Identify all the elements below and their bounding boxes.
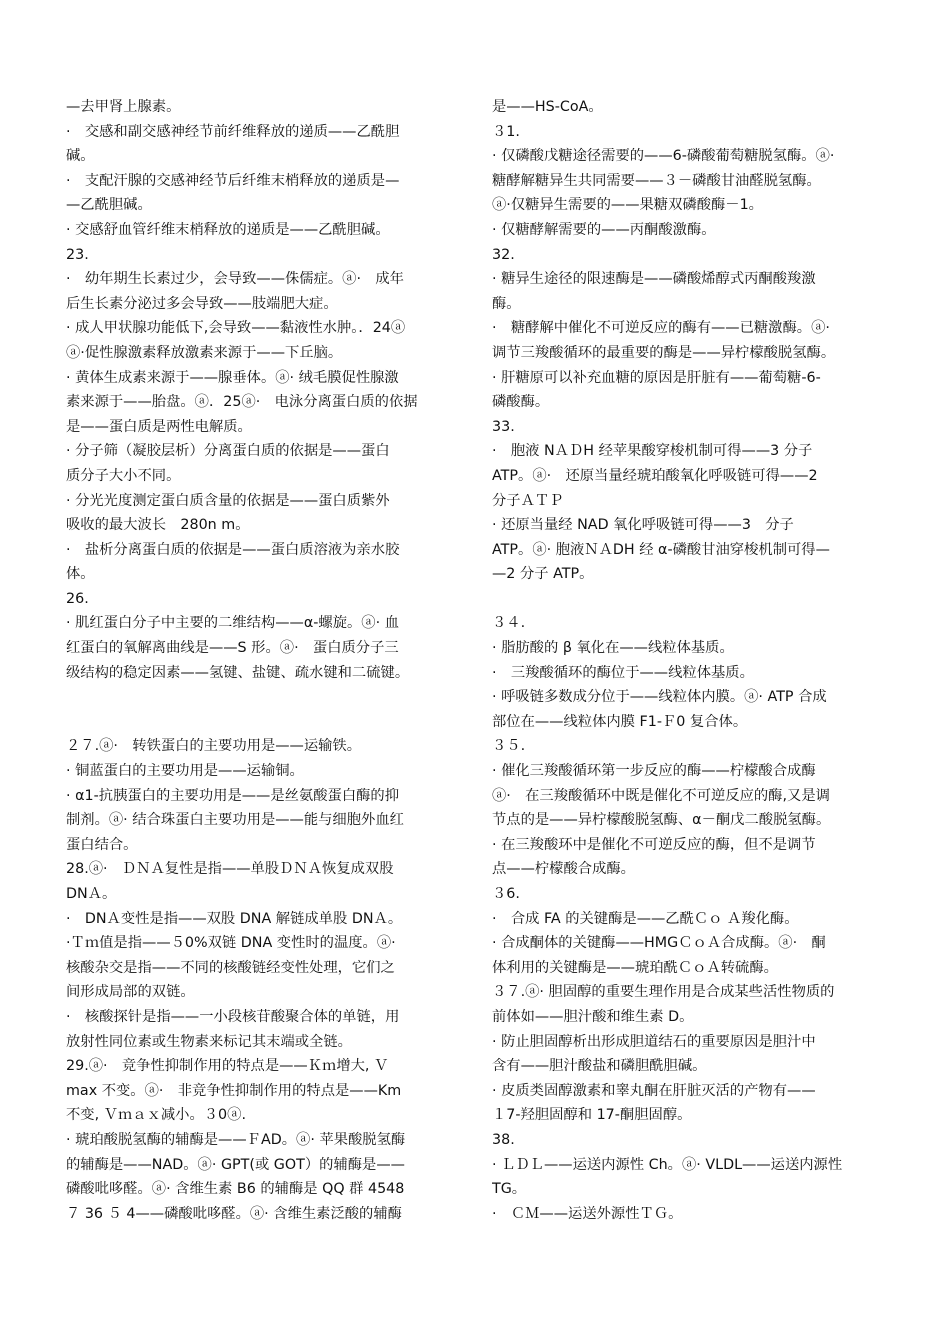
text-line: · 糖异生途径的限速酶是——磷酸烯醇式丙酮酸羧激 [492, 271, 816, 288]
text-line: · 在三羧酸环中是催化不可逆反应的酶，但不是调节 [492, 836, 816, 853]
text-line: · 催化三羧酸循环第一步反应的酶——柠檬酸合成酶 [492, 763, 816, 780]
text-line: 33. [492, 418, 515, 435]
text-line: 是——HS-CoA。 [492, 99, 603, 115]
text-line: · 仅磷酸戊糖途径需要的——6-磷酸葡萄糖脱氢酶。ⓐ· [492, 148, 835, 165]
text-line: · 分光光度测定蛋白质含量的依据是——蛋白质紫外 [66, 492, 390, 509]
text-line: ⓐ· 在三羧酸循环中既是催化不可逆反应的酶,又是调 [492, 787, 830, 804]
text-line: １7-羟胆固醇和 17-酮胆固醇。 [492, 1107, 692, 1124]
text-line: 23. [66, 246, 89, 263]
text-line: 蛋白结合。 [66, 836, 138, 853]
text-line: ATP。ⓐ· 胞液ＮＡDH 经 α-磷酸甘油穿梭机制可得— [492, 541, 830, 558]
text-line: · 肝糖原可以补充血糖的原因是肝脏有——葡萄糖-6- [492, 369, 821, 386]
text-line: · 琥珀酸脱氢酶的辅酶是——ＦAD。ⓐ· 苹果酸脱氢酶 [66, 1131, 406, 1148]
text-line [66, 710, 464, 735]
text-line: ７ 36 ５ 4——磷酸吡哆醛。ⓐ· 含维生素泛酸的辅酶 [66, 1205, 402, 1222]
text-line: · 交感舒血管纤维末梢释放的递质是——乙酰胆碱。 [66, 221, 390, 238]
text-line: · ＬＤＬ——运送内源性 Ch。ⓐ· VLDL——运送内源性 [492, 1156, 843, 1173]
text-line: 部位在——线粒体内膜 F1-Ｆ0 复合体。 [492, 713, 748, 730]
text-line: 是——蛋白质是两性电解质。 [66, 418, 252, 435]
text-line: · ＣＭ——运送外源性ＴＧ。 [492, 1205, 683, 1222]
text-line: 质分子大小不同。 [66, 467, 181, 484]
text-line: 体利用的关键酶是——琥珀酰ＣｏＡ转硫酶。 [492, 959, 778, 976]
text-line: · 幼年期生长素过少，会导致——侏儒症。ⓐ· 成年 [66, 271, 404, 288]
text-line: · 分子筛（凝胶层析）分离蛋白质的依据是——蛋白 [66, 443, 390, 460]
text-line: 磷酸吡哆醛。ⓐ· 含维生素 B6 的辅酶是 QQ 群 4548 [66, 1181, 405, 1198]
text-line: 碱。 [66, 148, 95, 165]
text-line: 分子ＡＴＰ [492, 492, 564, 509]
text-line: · 肌红蛋白分子中主要的二维结构——α-螺旋。ⓐ· 血 [66, 615, 399, 632]
text-line [492, 587, 888, 612]
text-line: · 成人甲状腺功能低下,会导致——黏液性水肿。．24ⓐ [66, 320, 406, 337]
text-line: · 合成 FA 的关键酶是——乙酰Ｃｏ Ａ羧化酶。 [492, 910, 799, 927]
text-line: · 胞液 NＡＤH 经苹果酸穿梭机制可得——3 分子 [492, 443, 813, 460]
text-line: 点——柠檬酸合成酶。 [492, 861, 635, 878]
text-line: 26. [66, 590, 89, 607]
text-line: ３４. [492, 615, 526, 632]
text-line: · 皮质类固醇激素和睾丸酮在肝脏灭活的产物有—— [492, 1082, 816, 1099]
text-line: · 糖酵解中催化不可逆反应的酶有——已糖激酶。ⓐ· [492, 320, 830, 337]
text-line: · 支配汗腺的交感神经节后纤维末梢释放的递质是— [66, 172, 400, 189]
text-line: 体。 [66, 566, 95, 583]
text-line: · 黄体生成素来源于——腺垂体。ⓐ· 绒毛膜促性腺激 [66, 369, 399, 386]
text-line: 级结构的稳定因素——氢键、盐键、疏水键和二硫键。 [66, 664, 410, 681]
text-line: · DNＡ变性是指——双股 DNA 解链成单股 DNＡ。 [66, 910, 403, 927]
text-line: ３1. [492, 123, 520, 140]
text-line: 间形成局部的双链。 [66, 984, 195, 1001]
text-line: 节点的是——异柠檬酸脱氢酶、α－酮戊二酸脱氢酶。 [492, 812, 831, 829]
text-line: 32. [492, 246, 515, 263]
text-line: 吸收的最大波长 280n m。 [66, 517, 250, 534]
text-line: ⓐ·仅糖异生需要的——果糖双磷酸酶－1。 [492, 197, 763, 214]
text-line: ATP。ⓐ· 还原当量经琥珀酸氧化呼吸链可得——2 [492, 467, 818, 484]
text-line: · 三羧酸循环的酶位于——线粒体基质。 [492, 664, 754, 681]
text-line: max 不变。ⓐ· 非竞争性抑制作用的特点是——Km [66, 1082, 402, 1099]
text-line: · 防止胆固醇析出形成胆道结石的重要原因是胆汁中 [492, 1033, 816, 1050]
left-column [66, 95, 464, 1226]
text-line: 红蛋白的氧解离曲线是——S 形。ⓐ· 蛋白质分子三 [66, 640, 399, 657]
text-line: · 呼吸链多数成分位于——线粒体内膜。ⓐ· ATP 合成 [492, 689, 827, 706]
text-line: ２７.ⓐ· 转铁蛋白的主要功用是——运输铁。 [66, 738, 362, 755]
text-line: —去甲肾上腺素。 [66, 99, 181, 115]
text-line: · 盐析分离蛋白质的依据是——蛋白质溶液为亲水胶 [66, 541, 400, 558]
text-line: ３５. [492, 738, 526, 755]
text-line: ３７.ⓐ· 胆固醇的重要生理作用是合成某些活性物质的 [492, 984, 835, 1001]
text-line [66, 685, 464, 710]
text-line: 29.ⓐ· 竞争性抑制作用的特点是——Ｋｍ增大, Ｖ [66, 1058, 389, 1075]
text-line: 含有——胆汁酸盐和磷胆酰胆碱。 [492, 1058, 707, 1075]
text-line: ·Ｔｍ值是指——５0%双链 DNA 变性时的温度。ⓐ· [66, 935, 396, 952]
text-line: · 铜蓝蛋白的主要功用是——运输铜。 [66, 763, 304, 780]
text-line: 核酸杂交是指——不同的核酸链经变性处理，它们之 [66, 959, 395, 976]
text-line: 的辅酶是——NAD。ⓐ· GPT(或 GOT）的辅酶是—— [66, 1156, 405, 1173]
text-line: 糖酵解糖异生共同需要——３－磷酸甘油醛脱氢酶。 [492, 172, 821, 189]
text-line: TG。 [492, 1181, 527, 1198]
text-line: 前体如——胆汁酸和维生素 D。 [492, 1008, 694, 1025]
text-line: 调节三羧酸循环的最重要的酶是——异柠檬酸脱氢酶。 [492, 344, 836, 361]
text-line: 素来源于——胎盘。ⓐ．25ⓐ· 电泳分离蛋白质的依据 [66, 394, 418, 411]
text-line: · α1-抗胰蛋白的主要功用是——是丝氨酸蛋白酶的抑 [66, 787, 400, 804]
text-line: 放射性同位素或生物素来标记其末端或全链。 [66, 1033, 352, 1050]
text-line: ３6. [492, 886, 520, 902]
text-line: DNＡ。 [66, 886, 117, 902]
text-line: 酶。 [492, 295, 521, 312]
text-line: · 仅糖酵解需要的——丙酮酸激酶。 [492, 221, 716, 238]
text-line: 28.ⓐ· ＤＮＡ复性是指——单股ＤＮＡ恢复成双股 [66, 861, 394, 878]
right-column [492, 95, 888, 1226]
text-line: · 脂肪酸的 β 氧化在——线粒体基质。 [492, 640, 734, 657]
text-line: ⓐ·促性腺激素释放激素来源于——下丘脑。 [66, 344, 343, 361]
text-line: 38. [492, 1131, 515, 1148]
text-line: · 交感和副交感神经节前纤维释放的递质——乙酰胆 [66, 123, 400, 140]
text-line: · 还原当量经 NAD 氧化呼吸链可得——3 分子 [492, 517, 794, 534]
text-line: —乙酰胆碱。 [66, 197, 152, 214]
text-line: 不变, Ｖｍａｘ减小。３0ⓐ. [66, 1107, 246, 1124]
text-line: 磷酸酶。 [492, 394, 550, 411]
text-line: 制剂。ⓐ· 结合珠蛋白主要功用是——能与细胞外血红 [66, 812, 404, 829]
text-line: · 核酸探针是指——一小段核苷酸聚合体的单链，用 [66, 1008, 400, 1025]
text-line: · 合成酮体的关键酶——HMGＣｏＡ合成酶。ⓐ· 酮 [492, 935, 826, 952]
text-line: —2 分子 ATP。 [492, 566, 594, 583]
text-line: 后生长素分泌过多会导致——肢端肥大症。 [66, 295, 338, 312]
